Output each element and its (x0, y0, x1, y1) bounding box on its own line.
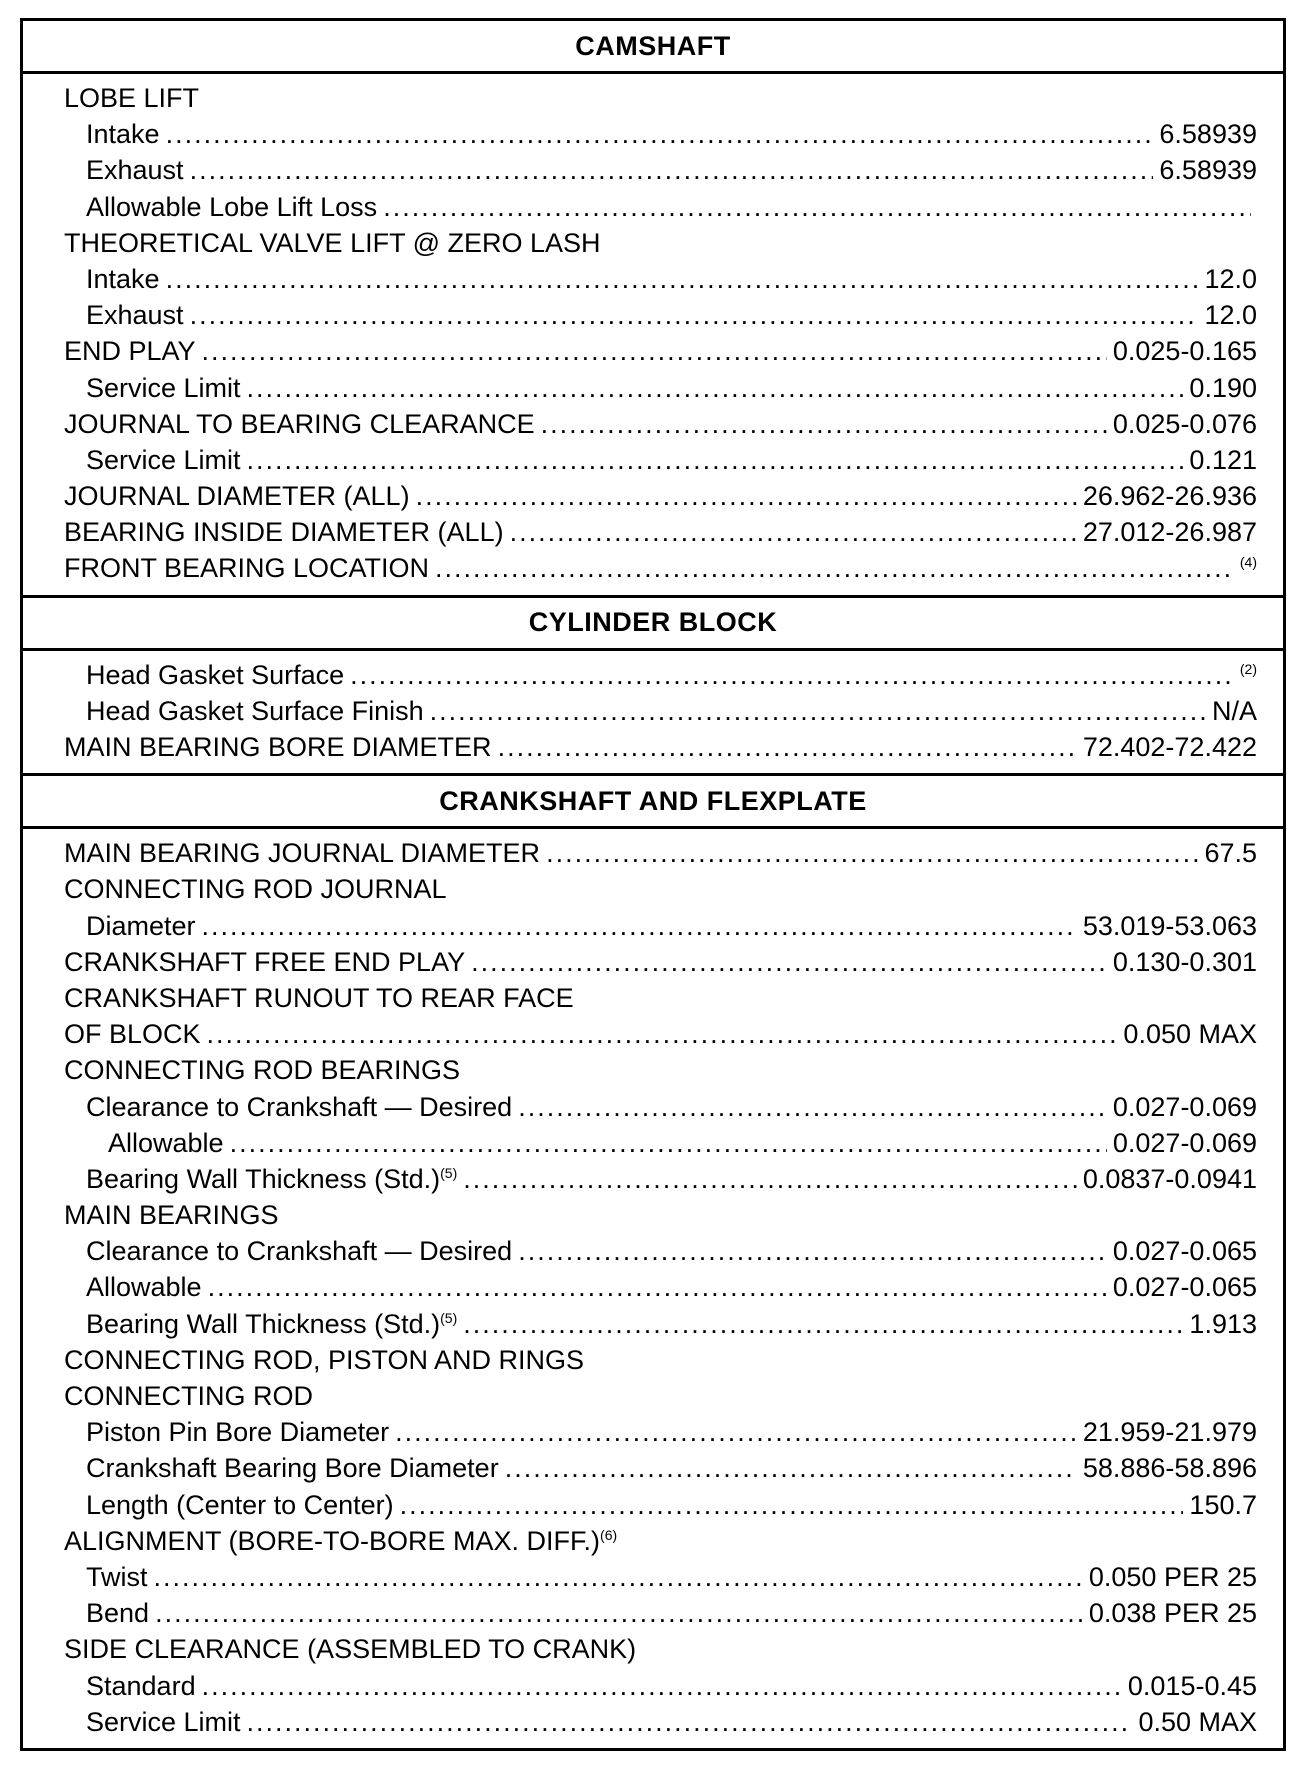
spec-value: 1.913 (1189, 1308, 1257, 1339)
spec-label (64, 80, 199, 116)
spec-label-text: Intake (86, 119, 160, 150)
spec-row (64, 1668, 1257, 1704)
spec-row (64, 871, 1257, 907)
section-body (23, 74, 1283, 598)
dot-leader (510, 514, 1077, 550)
spec-row (64, 1487, 1257, 1523)
dot-leader (350, 657, 1234, 693)
dot-leader (505, 1450, 1077, 1486)
spec-value: 150.7 (1189, 1489, 1257, 1520)
dot-leader (463, 1306, 1183, 1342)
spec-label-text: MAIN BEARING JOURNAL DIAMETER (64, 838, 541, 869)
spec-label (64, 944, 465, 980)
spec-value: 6.58939 (1159, 155, 1257, 186)
spec-label-text: Exhaust (86, 300, 184, 331)
spec-value: 0.027-0.065 (1112, 1272, 1257, 1303)
footnote-ref: (5) (440, 1164, 458, 1181)
spec-value: 0.038 PER 25 (1088, 1598, 1257, 1629)
spec-label-text: Crankshaft Bearing Bore Diameter (86, 1453, 499, 1484)
spec-row (64, 370, 1257, 406)
spec-row (64, 944, 1257, 980)
spec-label (86, 1269, 202, 1305)
spec-label (86, 297, 184, 333)
spec-label-text: Head Gasket Surface (86, 659, 345, 690)
spec-label (86, 261, 160, 297)
spec-label-text: Service Limit (86, 372, 241, 403)
spec-label-text: Bend (86, 1598, 150, 1629)
spec-table (20, 18, 1286, 1751)
spec-label (86, 1595, 149, 1631)
spec-label-text: Allowable (86, 1272, 202, 1303)
spec-row (64, 1414, 1257, 1450)
spec-label (64, 333, 196, 369)
spec-row (64, 1089, 1257, 1125)
spec-row (64, 729, 1257, 765)
spec-label-text: Intake (86, 263, 160, 294)
spec-label (86, 1161, 457, 1197)
spec-row (64, 1378, 1257, 1414)
spec-label (64, 406, 535, 442)
spec-row (64, 980, 1257, 1016)
spec-label (86, 657, 344, 693)
spec-label (86, 1704, 241, 1740)
dot-leader (230, 1125, 1107, 1161)
spec-row (64, 478, 1257, 514)
spec-value: 72.402-72.422 (1082, 732, 1257, 762)
spec-label-text: BEARING INSIDE DIAMETER (ALL) (64, 517, 504, 548)
spec-row (64, 1595, 1257, 1631)
spec-label (64, 835, 540, 871)
spec-value: 0.121 (1189, 444, 1257, 475)
spec-label (86, 152, 184, 188)
dot-leader (154, 1559, 1083, 1595)
spec-value: 0.015-0.45 (1127, 1670, 1257, 1701)
spec-label-text: Exhaust (86, 155, 184, 186)
spec-label (86, 1450, 499, 1486)
dot-leader (166, 261, 1199, 297)
footnote-ref: (4) (1239, 554, 1257, 571)
spec-value: 0.0837-0.0941 (1082, 1163, 1257, 1194)
spec-row (64, 1197, 1257, 1233)
spec-label (64, 478, 410, 514)
dot-leader (202, 1668, 1122, 1704)
spec-row (64, 189, 1257, 225)
spec-label (86, 442, 241, 478)
spec-value: 12.0 (1204, 300, 1257, 331)
spec-label-text: ALIGNMENT (BORE-TO-BORE MAX. DIFF.) (64, 1525, 601, 1556)
spec-label-text: END PLAY (64, 336, 196, 367)
dot-leader (435, 550, 1234, 586)
spec-row (64, 1161, 1257, 1197)
dot-leader (395, 1414, 1077, 1450)
spec-value: 67.5 (1204, 838, 1257, 869)
dot-leader (247, 442, 1184, 478)
section-header: CAMSHAFT (23, 21, 1283, 74)
spec-label-text: LOBE LIFT (64, 83, 200, 113)
spec-row (64, 693, 1257, 729)
dot-leader (416, 478, 1077, 514)
dot-leader (498, 729, 1077, 765)
spec-label (64, 514, 504, 550)
spec-row (64, 1523, 1257, 1559)
spec-row (64, 225, 1257, 261)
spec-row (64, 514, 1257, 550)
spec-value: 12.0 (1204, 263, 1257, 294)
spec-label (86, 370, 241, 406)
spec-label (86, 116, 160, 152)
spec-row (64, 657, 1257, 693)
spec-label (86, 1089, 512, 1125)
spec-label-text: CONNECTING ROD (64, 1381, 313, 1411)
spec-label-text: FRONT BEARING LOCATION (64, 553, 430, 584)
spec-label (64, 225, 601, 261)
spec-label-text: CONNECTING ROD, PISTON AND RINGS (64, 1344, 585, 1375)
spec-label-text: Service Limit (86, 1706, 241, 1737)
spec-value: 0.050 PER 25 (1088, 1561, 1257, 1592)
spec-label (64, 1631, 636, 1667)
spec-value: 0.027-0.065 (1112, 1236, 1257, 1267)
spec-value: 26.962-26.936 (1082, 481, 1257, 512)
dot-leader (202, 333, 1107, 369)
spec-label (86, 1487, 394, 1523)
spec-value: 0.027-0.069 (1112, 1127, 1257, 1158)
footnote-ref: (6) (600, 1526, 618, 1543)
spec-label-text: Bearing Wall Thickness (Std.) (86, 1163, 441, 1194)
spec-value: 0.025-0.076 (1112, 408, 1257, 439)
spec-label (64, 550, 429, 586)
spec-label (64, 871, 447, 907)
dot-leader (207, 1016, 1118, 1052)
dot-leader (541, 406, 1107, 442)
spec-label-text: Clearance to Crankshaft — Desired (86, 1236, 513, 1267)
spec-row (64, 1704, 1257, 1740)
spec-row (64, 1269, 1257, 1305)
spec-row (64, 297, 1257, 333)
footnote-ref: (2) (1239, 660, 1257, 677)
spec-row (64, 908, 1257, 944)
spec-label-text: Allowable Lobe Lift Loss (86, 191, 378, 222)
dot-leader (190, 152, 1154, 188)
section-header: CRANKSHAFT AND FLEXPLATE (23, 776, 1283, 829)
spec-value (1240, 657, 1257, 693)
spec-row (64, 1631, 1257, 1667)
dot-leader (208, 1269, 1107, 1305)
spec-label-text: MAIN BEARING BORE DIAMETER (64, 732, 492, 762)
spec-row (64, 152, 1257, 188)
spec-value: 0.025-0.165 (1112, 336, 1257, 367)
spec-value (1240, 550, 1257, 586)
dot-leader (518, 1089, 1107, 1125)
spec-label (86, 693, 424, 729)
dot-leader (383, 189, 1251, 225)
spec-label (86, 1559, 148, 1595)
spec-value: 0.130-0.301 (1112, 946, 1257, 977)
spec-row (64, 80, 1257, 116)
dot-leader (546, 835, 1198, 871)
spec-row (64, 1450, 1257, 1486)
spec-label (64, 1016, 201, 1052)
spec-label (86, 1414, 389, 1450)
spec-row (64, 550, 1257, 586)
spec-label (86, 1306, 457, 1342)
dot-leader (430, 693, 1206, 729)
spec-value: 6.58939 (1159, 119, 1257, 150)
spec-label (64, 729, 492, 765)
section-body (23, 829, 1283, 1748)
spec-row (64, 442, 1257, 478)
dot-leader (247, 1704, 1133, 1740)
spec-row (64, 1125, 1257, 1161)
spec-label (64, 980, 574, 1016)
section-header: CYLINDER BLOCK (23, 598, 1283, 651)
spec-value: 0.050 MAX (1123, 1019, 1257, 1050)
spec-value: 0.027-0.069 (1112, 1091, 1257, 1122)
dot-leader (247, 370, 1184, 406)
spec-label-text: Diameter (86, 910, 196, 941)
spec-label-text: Service Limit (86, 444, 241, 475)
spec-label (64, 1523, 617, 1559)
dot-leader (518, 1233, 1107, 1269)
spec-label-text: CONNECTING ROD BEARINGS (64, 1055, 461, 1086)
spec-label-text: JOURNAL TO BEARING CLEARANCE (64, 408, 535, 439)
spec-value: 27.012-26.987 (1082, 517, 1257, 548)
spec-label (64, 1197, 279, 1233)
spec-label (64, 1378, 313, 1414)
spec-label (86, 1233, 512, 1269)
spec-label-text: Standard (86, 1670, 196, 1701)
spec-label-text: Allowable (108, 1127, 224, 1158)
footnote-ref: (5) (440, 1309, 458, 1326)
dot-leader (166, 116, 1154, 152)
spec-row (64, 333, 1257, 369)
dot-leader (471, 944, 1107, 980)
spec-label-text: CRANKSHAFT RUNOUT TO REAR FACE (64, 982, 574, 1013)
spec-label-text: CONNECTING ROD JOURNAL (64, 874, 447, 905)
dot-leader (190, 297, 1199, 333)
spec-label (86, 1668, 196, 1704)
dot-leader (463, 1161, 1077, 1197)
spec-label (64, 1342, 584, 1378)
spec-label-text: Piston Pin Bore Diameter (86, 1417, 390, 1448)
spec-row (64, 1342, 1257, 1378)
spec-label-text: SIDE CLEARANCE (ASSEMBLED TO CRANK) (64, 1634, 637, 1665)
spec-row (64, 1559, 1257, 1595)
spec-row (64, 261, 1257, 297)
spec-label-text: Twist (86, 1561, 148, 1592)
spec-label (64, 1052, 460, 1088)
spec-label-text: THEORETICAL VALVE LIFT @ ZERO LASH (64, 227, 601, 258)
spec-label-text: Length (Center to Center) (86, 1489, 394, 1520)
dot-leader (400, 1487, 1184, 1523)
spec-label (86, 908, 196, 944)
dot-leader (202, 908, 1077, 944)
spec-label (86, 189, 377, 225)
spec-value: 0.190 (1189, 372, 1257, 403)
spec-label (108, 1125, 224, 1161)
spec-value: 53.019-53.063 (1082, 910, 1257, 941)
spec-row (64, 1306, 1257, 1342)
dot-leader (155, 1595, 1083, 1631)
spec-value: N/A (1211, 695, 1257, 726)
spec-label-text: Clearance to Crankshaft — Desired (86, 1091, 513, 1122)
spec-row (64, 116, 1257, 152)
spec-row (64, 1233, 1257, 1269)
spec-value: 0.50 MAX (1138, 1706, 1257, 1737)
spec-row (64, 406, 1257, 442)
spec-label-text: JOURNAL DIAMETER (ALL) (64, 481, 410, 512)
spec-row (64, 1052, 1257, 1088)
spec-row (64, 1016, 1257, 1052)
spec-label-text: Bearing Wall Thickness (Std.) (86, 1308, 441, 1339)
spec-value: 21.959-21.979 (1082, 1417, 1257, 1448)
spec-label-text: OF BLOCK (64, 1019, 201, 1050)
spec-value: 58.886-58.896 (1082, 1453, 1257, 1484)
section-body (23, 651, 1283, 777)
spec-label-text: Head Gasket Surface Finish (86, 695, 424, 726)
spec-label-text: MAIN BEARINGS (64, 1200, 279, 1231)
spec-row (64, 835, 1257, 871)
spec-label-text: CRANKSHAFT FREE END PLAY (64, 946, 466, 977)
